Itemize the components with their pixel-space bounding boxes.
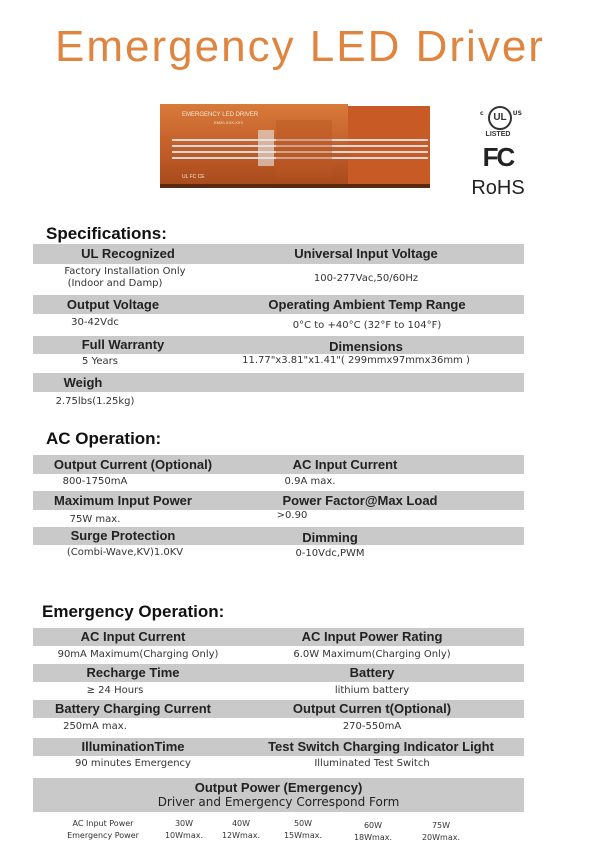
ac-power-40w: 40W [231,819,251,828]
ac-input-power-row-label: AC Input Power [72,819,134,828]
recharge-time-value: ≥ 24 Hours [86,685,144,696]
ul-recognized-label: UL Recognized [81,246,175,261]
ac-operation-heading: AC Operation: [46,429,162,448]
universal-input-voltage-value: 100-277Vac,50/60Hz [313,273,419,284]
dimming-label: Dimming [302,530,358,545]
em-power-75w: 20Wmax. [421,833,461,842]
ac-power-30w: 30W [174,819,194,828]
em-power-40w: 12Wmax. [221,831,261,840]
em-ac-input-power-rating-label: AC Input Power Rating [301,629,443,644]
ac-power-60w: 60W [363,821,383,830]
output-power-heading-1: Output Power (Emergency) [194,780,363,795]
recharge-time-label: Recharge Time [86,665,180,680]
ac-power-75w: 75W [431,821,451,830]
em-power-30w: 10Wmax. [164,831,204,840]
weigh-value: 2.75lbs(1.25kg) [55,396,135,407]
battery-charging-current-value: 250mA max. [63,721,127,732]
em-output-current-label: Output Curren t(Optional) [292,701,452,716]
surge-protection-label: Surge Protection [70,528,176,543]
output-voltage-label: Output Voltage [66,297,160,312]
em-ac-input-current-value: 90mA Maximum(Charging Only) [57,649,219,660]
full-warranty-value: 5 Years [82,356,118,367]
product-label: EMERGENCY LED DRIVER [182,112,259,118]
battery-charging-current-label: Battery Charging Current [54,701,212,716]
illumination-time-value: 90 minutes Emergency [75,758,191,769]
max-input-power-label: Maximum Input Power [54,493,192,508]
illumination-time-label: IlluminationTime [81,739,185,754]
fcc-icon: FC [482,142,514,172]
universal-input-voltage-label: Universal Input Voltage [294,246,438,261]
ac-power-50w: 50W [293,819,313,828]
emergency-power-row-label: Emergency Power [67,831,139,840]
full-warranty-label: Full Warranty [81,337,165,352]
dimming-value: 0-10Vdc,PWM [295,548,365,559]
ul-c-mark: c [480,110,484,117]
power-factor-value: >0.90 [276,510,308,521]
product-marks: UL FC CE [182,174,205,180]
em-output-current-value: 270-550mA [342,721,402,732]
ac-input-current-label: AC Input Current [292,457,398,472]
ul-recognized-value-2: (Indoor and Damp) [67,278,163,289]
ul-us-mark: US [512,110,522,117]
product-sublabel: EM20-XXX-XXX [214,120,244,125]
ac-output-current-value: 800-1750mA [62,476,128,487]
certification-logos [458,106,538,218]
em-ac-input-power-rating-value: 6.0W Maximum(Charging Only) [293,649,451,660]
operating-temp-value: 0°C to +40°C (32°F to 104°F) [292,320,442,331]
specifications-heading: Specifications: [46,224,167,243]
product-image [158,100,432,192]
output-voltage-value: 30-42Vdc [71,317,119,328]
surge-protection-value: (Combi-Wave,KV)1.0KV [66,547,184,558]
battery-value: lithium battery [334,685,410,696]
battery-label: Battery [349,665,395,680]
em-ac-input-current-label: AC Input Current [80,629,186,644]
ul-circle: UL [488,106,512,130]
max-input-power-value: 75W max. [69,514,121,525]
ul-listed-icon [480,106,522,134]
emergency-operation-heading: Emergency Operation: [42,602,225,621]
test-switch-value: Illuminated Test Switch [314,758,430,769]
dimensions-value: 11.77"x3.81"x1.41"( 299mmx97mmx36mm ) [242,355,470,366]
page-title: Emergency LED Driver [55,22,545,71]
ul-listed-label: LISTED [485,131,511,138]
em-power-50w: 15Wmax. [283,831,323,840]
power-factor-label: Power Factor@Max Load [282,493,438,508]
dimensions-label: Dimensions [329,339,403,354]
test-switch-label: Test Switch Charging Indicator Light [268,739,494,754]
output-power-heading-2: Driver and Emergency Correspond Form [157,795,400,809]
em-power-60w: 18Wmax. [353,833,393,842]
ac-output-current-label: Output Current (Optional) [53,457,213,472]
ac-input-current-value: 0.9A max. [284,476,336,487]
ul-recognized-value-1: Factory Installation Only [64,266,186,277]
operating-temp-label: Operating Ambient Temp Range [268,297,466,312]
rohs-icon: RoHS [471,177,525,199]
weigh-label: Weigh [63,375,103,390]
